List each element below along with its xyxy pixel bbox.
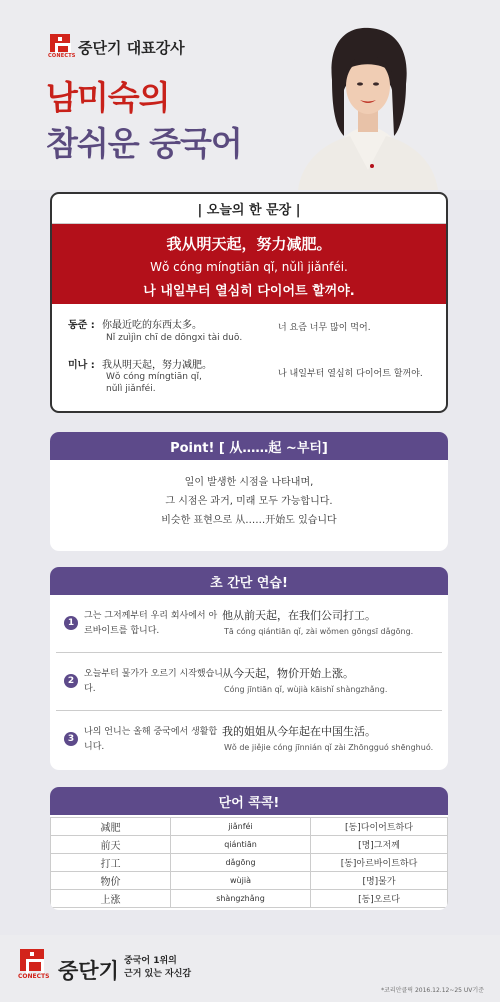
dialog-pinyin: nǔlì jiǎnféi. [106, 384, 156, 394]
practice-card [50, 567, 448, 770]
dialog-pinyin: Nǐ zuìjìn chī de dōngxi tài duō. [106, 333, 243, 343]
slogan-line: 근거 있는 자신감 [124, 969, 192, 979]
today-ko: 나 내일부터 열심히 다이어트 할꺼야. [143, 284, 355, 299]
dialog-zh: 我从明天起，努力减肥。 [102, 360, 212, 371]
vocab-ko: [명]물가 [311, 872, 448, 890]
today-title: | 오늘의 한 문장 | [52, 194, 446, 224]
title-line2: 참쉬운 중국어 [46, 124, 242, 163]
practice-pinyin: Cóng jīntiān qǐ, wùjià kāishǐ shàngzhǎng. [224, 685, 388, 694]
footer-note: *코리안클릭 2016.12.12~25 UV기준 [381, 987, 484, 994]
practice-pinyin: Tā cóng qiántiān qǐ, zài wǒmen gōngsī dǎgōng. [224, 627, 414, 636]
vocab-zh: 打工 [51, 854, 171, 872]
logo-caption: CONECTS [48, 53, 76, 59]
point-title: Point! [ 从……起 ~부터] [50, 432, 448, 460]
point-line: 비슷한 표현으로 从……开始도 있습니다 [161, 515, 337, 526]
vocab-ko: [동]오르다 [311, 890, 448, 908]
today-pinyin: Wǒ cóng míngtiān qǐ, nǔlì jiǎnféi. [150, 260, 348, 274]
speaker: 미나 : [68, 360, 95, 371]
vocab-pinyin: wùjià [171, 872, 311, 890]
practice-ko: 그는 그저께부터 우리 회사에서 아르바이트를 합니다. [84, 611, 218, 636]
practice-item [56, 711, 442, 769]
instructor-portrait [288, 20, 448, 190]
header-banner [0, 0, 500, 190]
practice-title: 초 간단 연습! [50, 567, 448, 595]
practice-ko: 나의 언니는 올해 중국에서 생활합니다. [84, 727, 218, 752]
number-badge: 2 [64, 674, 78, 688]
vocab-pinyin: dǎgōng [171, 854, 311, 872]
practice-zh: 我的姐姐从今年起在中国生活。 [222, 725, 376, 738]
practice-zh: 从今天起，物价开始上涨。 [222, 667, 354, 680]
table-row [51, 890, 448, 908]
vocab-title: 단어 콕콕! [50, 787, 448, 815]
vocab-table [50, 817, 448, 908]
brand-text: 중단기 대표강사 [78, 38, 185, 57]
dialog [52, 304, 446, 404]
today-zh: 我从明天起，努力减肥。 [166, 235, 332, 253]
vocab-zh: 上涨 [51, 890, 171, 908]
table-row [51, 818, 448, 836]
vocab-pinyin: jiǎnféi [171, 818, 311, 836]
point-line: 그 시점은 과거, 미래 모두 가능합니다. [165, 496, 333, 507]
title-line1: 남미숙의 [46, 78, 170, 117]
vocab-pinyin: qiántiān [171, 836, 311, 854]
number-badge: 1 [64, 616, 78, 630]
table-row [51, 854, 448, 872]
footer-brand-name: 중단기 [58, 959, 119, 983]
vocab-zh: 物价 [51, 872, 171, 890]
today-sentence-card [50, 192, 448, 413]
practice-pinyin: Wǒ de jiějie cóng jīnnián qǐ zài Zhōngguó shēnghuó. [224, 743, 434, 752]
vocab-zh: 前天 [51, 836, 171, 854]
table-row [51, 836, 448, 854]
speaker: 동준 : [68, 320, 95, 331]
practice-zh: 他从前天起，在我们公司打工。 [222, 609, 376, 622]
vocab-ko: [동]아르바이트하다 [311, 854, 448, 872]
brand-logo [48, 34, 76, 60]
dialog-line-2 [68, 356, 212, 394]
vocab-card [50, 787, 448, 910]
practice-item [56, 653, 442, 711]
dialog-ko-2: 나 내일부터 열심히 다이어트 할꺼야. [278, 369, 423, 379]
today-main-sentence [52, 224, 446, 304]
brand [48, 34, 185, 60]
point-body [50, 460, 448, 530]
vocab-pinyin: shàngzhǎng [171, 890, 311, 908]
dialog-line-1 [68, 316, 243, 343]
vocab-ko: [명]그저께 [311, 836, 448, 854]
practice-ko: 오늘부터 물가가 오르기 시작했습니다. [84, 669, 223, 694]
footer-logo-caption: CONECTS [18, 973, 50, 980]
slogan-line: 중국어 1위의 [124, 956, 177, 966]
footer [0, 935, 500, 1002]
table-row [51, 872, 448, 890]
footer-slogan [124, 955, 191, 981]
point-line: 일이 발생한 시점을 나타내며, [184, 477, 314, 488]
vocab-zh: 减肥 [51, 818, 171, 836]
number-badge: 3 [64, 732, 78, 746]
dialog-pinyin: Wǒ cóng míngtiān qǐ, [106, 372, 202, 382]
dialog-ko-1: 너 요즘 너무 많이 먹어. [278, 323, 371, 333]
vocab-ko: [동]다이어트하다 [311, 818, 448, 836]
practice-item [56, 595, 442, 653]
point-card [50, 432, 448, 551]
dialog-zh: 你最近吃的东西太多。 [102, 320, 202, 331]
